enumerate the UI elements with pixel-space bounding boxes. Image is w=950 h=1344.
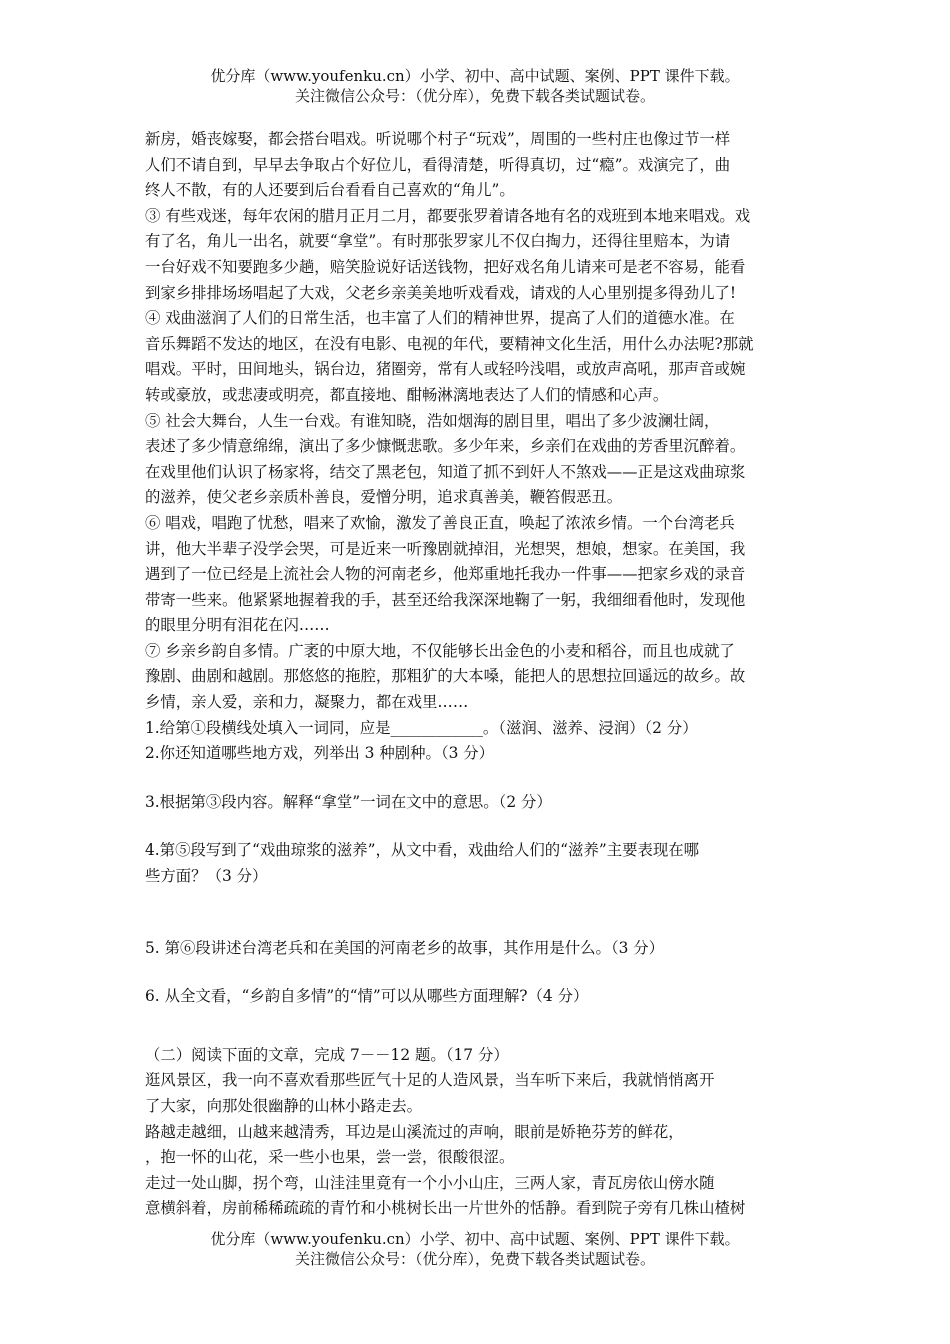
passage-line: 讲，他大半辈子没学会哭，可是近来一听豫剧就掉泪，光想哭，想娘，想家。在美国，我	[145, 539, 746, 558]
passage-line: 到家乡排排场场唱起了大戏，父老乡亲美美地听戏看戏，请戏的人心里别提多得劲儿了!	[145, 283, 737, 302]
section-2	[145, 1043, 810, 1222]
passage-line: 人们不请自到，早早去争取占个好位儿，看得清楚，听得真切，过“瘾”。戏演完了，曲	[145, 155, 731, 174]
footer-line-1: 优分库（www.youfenku.cn）小学、初中、高中试题、案例、PPT 课件下载。	[210, 1230, 740, 1248]
section-2-line: 走过一处山脚，拐个弯，山洼洼里竟有一个小小山庄，三两人家，青瓦房依山傍水随	[145, 1173, 715, 1192]
passage-line: 的滋养，使父老乡亲质朴善良，爱憎分明，追求真善美，鞭笞假恶丑。	[145, 488, 623, 507]
question-1: 1.给第①段横线处填入一词同，应是____________。（滋润、滋养、浸润）（2 分）	[145, 718, 698, 737]
question-2: 2.你还知道哪些地方戏，列举出 3 种剧种。（3 分）	[145, 744, 495, 763]
passage-line: 的眼里分明有泪花在闪……	[145, 616, 330, 635]
footer-line-2: 关注微信公众号：（优分库），免费下载各类试题试卷。	[294, 1250, 655, 1268]
header-line-2: 关注微信公众号：（优分库），免费下载各类试题试卷。	[294, 87, 655, 105]
passage-line: 转或豪放，或悲凄或明亮，都直接地、酣畅淋漓地表达了人们的情感和心声。	[145, 385, 669, 404]
question-3: 3.根据第③段内容。解释“拿堂”一词在文中的意思。（2 分）	[145, 792, 552, 811]
passage-line: ③ 有些戏迷，每年农闲的腊月正月二月，都要张罗着请各地有名的戏班到本地来唱戏。戏	[145, 206, 751, 225]
passage-line: 在戏里他们认识了杨家将，结交了黑老包，知道了抓不到奸人不煞戏——正是这戏曲琼浆	[145, 462, 746, 481]
section-2-line: 了大家，向那处很幽静的山林小路走去。	[145, 1097, 423, 1115]
question-6: 6. 从全文看，“乡韵自多情”的“情”可以从哪些方面理解?（4 分）	[145, 987, 589, 1006]
passage-line: ⑦ 乡亲乡韵自多情。广袤的中原大地，不仅能够长出金色的小麦和稻谷，而且也成就了	[145, 641, 735, 660]
passage-line: ④ 戏曲滋润了人们的日常生活，也丰富了人们的精神世界，提高了人们的道德水准。在	[145, 309, 735, 328]
passage-line: 一台好戏不知要跑多少趟，赔笑脸说好话送钱物，把好戏名角儿请来可是老不容易，能看	[145, 257, 746, 276]
document-body	[145, 127, 810, 1222]
page-header	[0, 66, 950, 106]
header-line-1: 优分库（www.youfenku.cn）小学、初中、高中试题、案例、PPT 课件下载。	[210, 67, 740, 85]
question-4-line-1: 4.第⑤段写到了“戏曲琼浆的滋养”，从文中看，戏曲给人们的“滋养”主要表现在哪	[145, 841, 700, 860]
question-5: 5. 第⑥段讲述台湾老兵和在美国的河南老乡的故事，其作用是什么。（3 分）	[145, 938, 665, 957]
page-footer	[0, 1229, 950, 1269]
passage-line: 表述了多少情意绵绵，演出了多少慷慨悲歌。多少年来，乡亲们在戏曲的芳香里沉醉着。	[145, 437, 746, 456]
passage-line: 乡情，亲人爱，亲和力，凝聚力，都在戏里……	[145, 693, 469, 712]
section-2-heading: （二）阅读下面的文章，完成 7－－12 题。（17 分）	[145, 1045, 509, 1064]
passage-line: 遇到了一位已经是上流社会人物的河南老乡，他郑重地托我办一件事——把家乡戏的录音	[145, 565, 746, 584]
section-2-line: ，抱一怀的山花，采一些小也果，尝一尝，很酸很涩。	[145, 1148, 515, 1167]
passage-line: 唱戏。平时，田间地头，锅台边，猪圈旁，常有人或轻吟浅唱，或放声高吼，那声音或婉	[145, 360, 746, 379]
passage-line: 新房，婚丧嫁娶，都会搭台唱戏。听说哪个村子“玩戏”，周围的一些村庄也像过节一样	[145, 130, 731, 148]
questions	[145, 716, 810, 1043]
passage-line: 带寄一些来。他紧紧地握着我的手，甚至还给我深深地鞠了一躬，我细细看他时，发现他	[145, 590, 746, 609]
passage-line: ⑤ 社会大舞台，人生一台戏。有谁知晓，浩如烟海的剧目里，唱出了多少波澜壮阔，	[145, 411, 720, 430]
passage-line: 豫剧、曲剧和越剧。那悠悠的拖腔，那粗犷的大本嗓，能把人的思想拉回遥远的故乡。故	[145, 667, 746, 686]
passage-line: 有了名，角儿一出名，就要“拿堂”。有时那张罗家儿不仅白掏力，还得往里赔本，为请	[145, 232, 731, 251]
passage-line: ⑥ 唱戏，唱跑了忧愁，唱来了欢愉，激发了善良正直，唤起了浓浓乡情。一个台湾老兵	[145, 513, 735, 532]
section-2-line: 意横斜着，房前稀稀疏疏的青竹和小桃树长出一片世外的恬静。看到院子旁有几株山楂树	[145, 1199, 746, 1218]
passage	[145, 127, 810, 716]
question-4-line-2: 些方面？（3 分）	[145, 867, 268, 886]
passage-line: 终人不散，有的人还要到后台看看自己喜欢的“角儿”。	[145, 181, 515, 200]
passage-line: 音乐舞蹈不发达的地区，在没有电影、电视的年代，要精神文化生活，用什么办法呢?那就	[145, 334, 754, 353]
section-2-line: 逛风景区，我一向不喜欢看那些匠气十足的人造风景，当车听下来后，我就悄悄离开	[145, 1071, 715, 1090]
section-2-line: 路越走越细，山越来越清秀，耳边是山溪流过的声响，眼前是娇艳芬芳的鲜花，	[145, 1122, 684, 1141]
